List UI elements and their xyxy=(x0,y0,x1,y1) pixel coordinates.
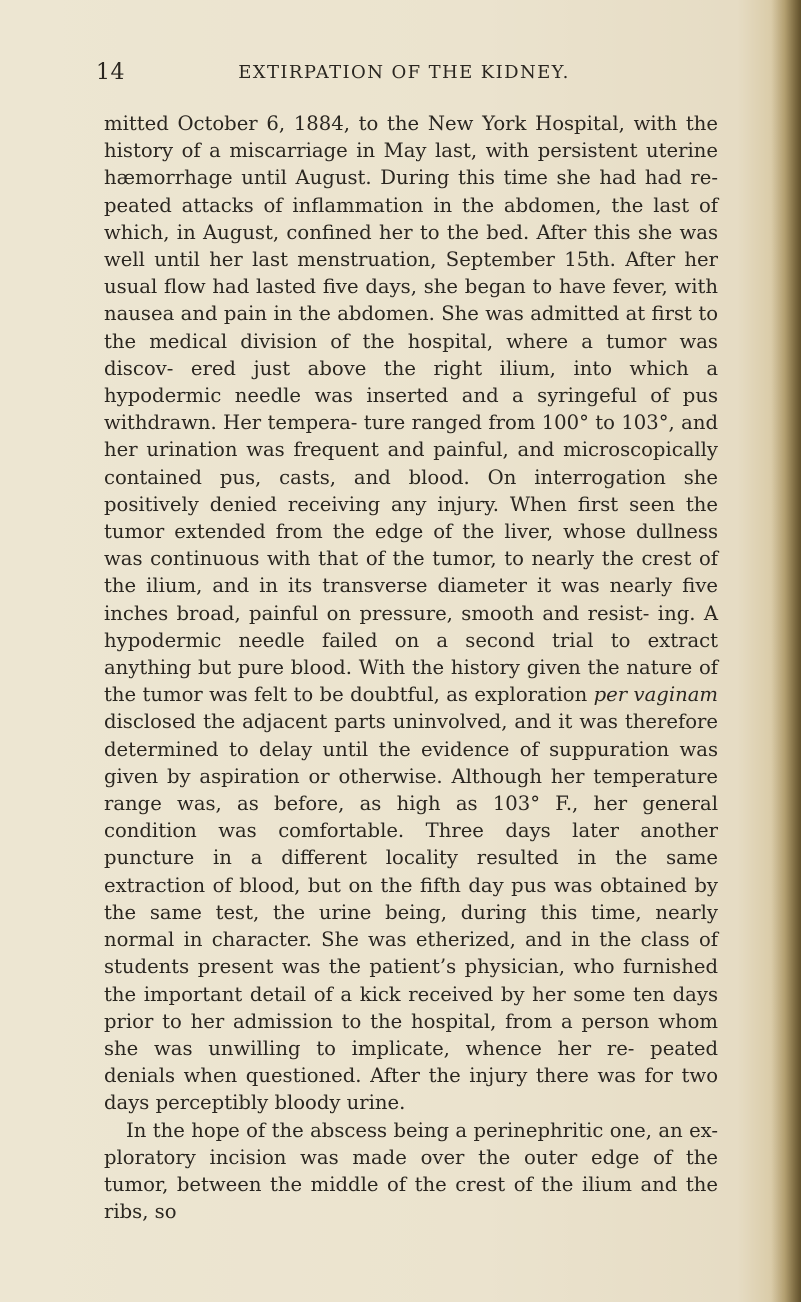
page-header xyxy=(96,60,712,90)
page-edge-shadow xyxy=(771,0,801,1302)
running-head: EXTIRPATION OF THE KIDNEY. xyxy=(238,62,570,83)
body-text xyxy=(104,110,718,1225)
paragraph-1-part-a: mitted October 6, 1884, to the New York Hospital, with the history of a miscarriage in May last, with persistent uterine hæmorrhage until August. During this time she had had re- peated attacks of inflammation in the abdomen, the last of which, in August, confined her to the bed. After this she was well until her last menstruation, September 15th. After her usual flow had lasted five days, she began to have fever, with nausea and pain in the abdomen. She was admitted at first to the medical division of the hospital, where a tumor was discov- ered just above the right ilium, into which a hypodermic needle was inserted and a syringeful of pus withdrawn. Her tempera- ture ranged from 100° to 103°, and her urination was frequent and painful, and microscopically contained pus, casts, and blood. On interrogation she positively denied receiving any injury. When first seen the tumor extended from the edge of the liver, whose dullness was continuous with that of the tumor, to nearly the crest of the ilium, and in its transverse diameter it was nearly five inches broad, painful on pressure, smooth and resist- ing. A hypodermic needle failed on a second trial to extract anything but pure blood. With the history given the nature of the tumor was felt to be doubtful, as exploration xyxy=(104,112,718,707)
paragraph-1 xyxy=(104,110,718,1117)
paragraph-2: In the hope of the abscess being a perinephritic one, an ex- ploratory incision was made over the outer edge of the tumor, between the middle of the crest of the ilium and the ribs, so xyxy=(104,1118,718,1224)
page-number: 14 xyxy=(96,60,125,85)
paragraph-1-part-b: disclosed the adjacent parts uninvolved, and it was therefore determined to delay until the evidence of suppuration was given by aspiration or otherwise. Although her temperature range was, as before, as high as 103° F., her general condition was comfortable. Three days later another puncture in a different locality resulted in the same extraction of blood, but on the fifth day pus was obtained by the same test, the urine being, during this time, nearly normal in character. She was etherized, and in the class of students present was the patient’s physician, who furnished the important detail of a kick received by her some ten days prior to her admission to the hospital, from a person whom she was unwilling to implicate, whence her re- peated denials when questioned. After the injury there was for two days perceptibly bloody urine. xyxy=(104,710,718,1115)
italic-phrase: per vaginam xyxy=(593,683,718,707)
